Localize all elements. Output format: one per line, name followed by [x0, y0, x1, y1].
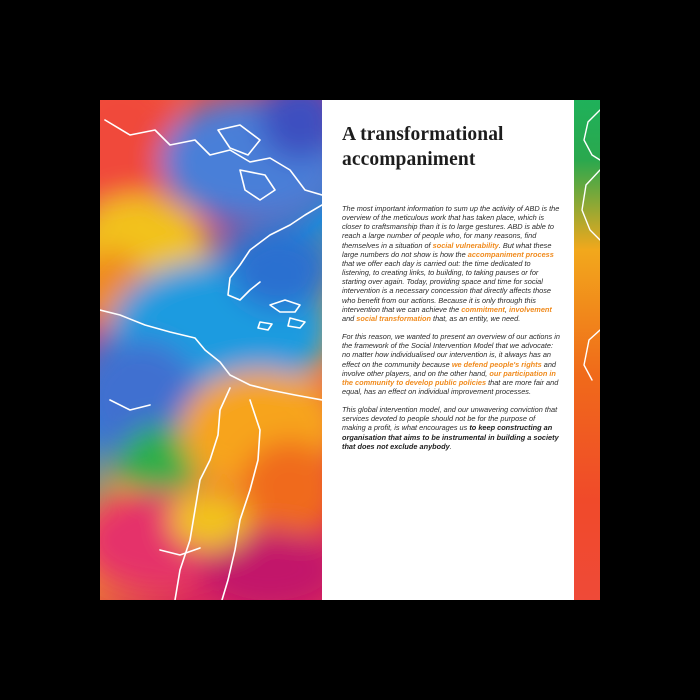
- paragraph-2-text: For this reason, we wanted to present an overview of our actions in the framework of the Social Intervention Model that we advocate: no matter how individualised our intervention is, it always has an effect on the community because: [342, 332, 560, 369]
- paragraph-2-text: that are more fair and equal, has an effect on individual improvement processes.: [342, 377, 559, 396]
- highlight-commitment: commitment: [461, 304, 505, 314]
- paragraph-1: [342, 204, 560, 323]
- paragraph-1-text: . But what these large numbers do not show is how the: [342, 240, 552, 259]
- text-page: [322, 100, 574, 600]
- highlight-social-vulnerability: social vulnerability: [432, 240, 499, 250]
- paragraph-1-text: ,: [504, 304, 509, 314]
- paragraph-3-text: .: [449, 441, 452, 451]
- watercolor-map-illustration-right: [574, 100, 600, 600]
- paragraph-2-text: and involve other players, and on the other hand,: [342, 359, 556, 378]
- page-title: A transformational accompaniment: [342, 124, 504, 170]
- brochure-spread: [100, 100, 600, 600]
- paragraph-2: [342, 332, 560, 396]
- highlight-community-participation: our participation in the community to develop public policies: [342, 368, 556, 387]
- watercolor-map-illustration: [100, 100, 322, 600]
- bold-organisation-statement: to keep constructing an organisation that aims to be instrumental in building a society that does not exclude anybody: [342, 423, 559, 451]
- highlight-involvement: involvement: [508, 304, 552, 314]
- paragraph-3-text: This global intervention model, and our unwavering conviction that services devoted to people should not be for the purpose of making a profit, is what encourages us: [342, 405, 558, 433]
- paragraph-1-text: The most important information to sum up the activity of ABD is the overview of the meticulous work that has taken place, which is closer to craftsmanship than it is to large gestures. ABD is able to reach a large number of people who, for many reasons, find themselves in a situation of: [342, 204, 560, 250]
- paragraph-1-text: that we offer each day is carried out: the time dedicated to listening, to creating links, to building, to taking pauses or for starting over again. Today, providing space and time for social intervention is a necessary concession that directly affects those who benefit from our actions. Because it is only through this intervention that we can achieve the: [342, 258, 551, 314]
- paragraph-1-text: and: [342, 313, 357, 323]
- highlight-accompaniment-process: accompaniment process: [467, 249, 554, 259]
- highlight-social-transformation: social transformation: [356, 313, 431, 323]
- body-text: [342, 204, 560, 451]
- highlight-people-rights: we defend people's rights: [451, 359, 542, 369]
- paragraph-1-text: that, as an entity, we need.: [430, 313, 521, 323]
- paragraph-3: [342, 405, 560, 451]
